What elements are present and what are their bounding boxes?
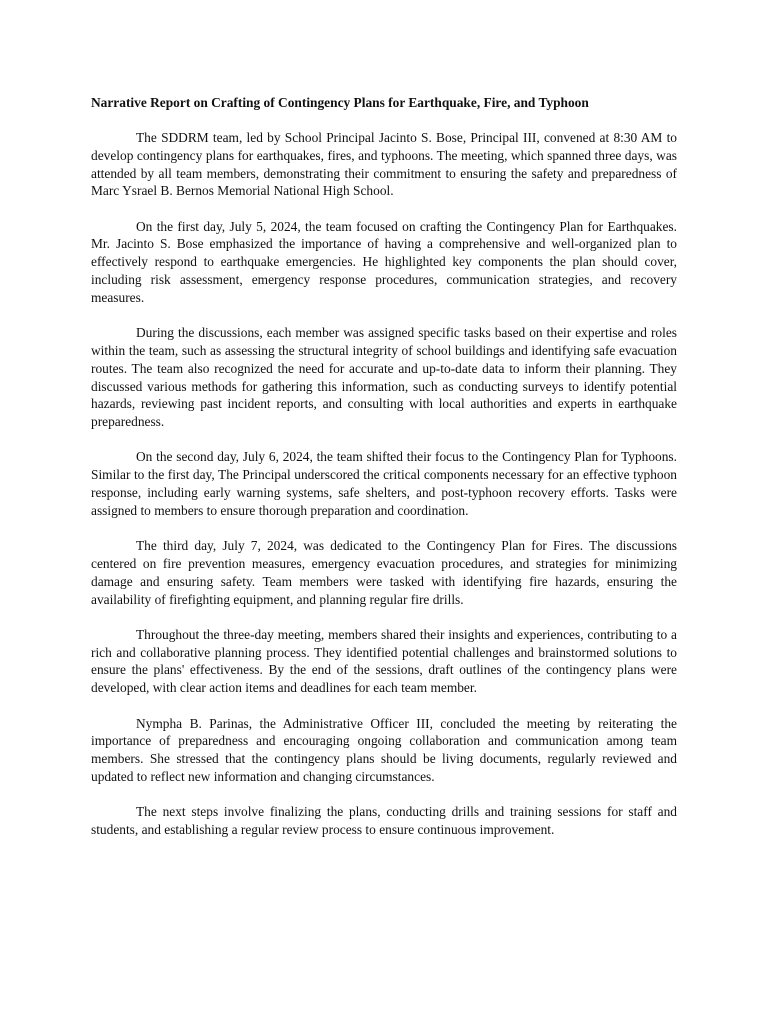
document-title: Narrative Report on Crafting of Contingency Plans for Earthquake, Fire, and Typhoon [91,95,589,110]
paragraph-1: The SDDRM team, led by School Principal Jacinto S. Bose, Principal III, convened at 8:30 AM to develop contingency plans for earthquakes, fires, and typhoons. The meeting, which spanned three days, was attended by all team members, demonstrating their commitment to ensuring the safety and preparedness of Marc Ysrael B. Bernos Memorial National High School. [91,130,677,199]
paragraph-2: On the first day, July 5, 2024, the team focused on crafting the Contingency Plan for Earthquakes. Mr. Jacinto S. Bose emphasized the importance of having a comprehensive and well-organized plan to effectively respond to earthquake emergencies. He highlighted key components the plan should cover, including risk assessment, emergency response procedures, communication strategies, and recovery measures. [91,218,677,305]
paragraph-8: The next steps involve finalizing the plans, conducting drills and training sessions for staff and students, and establishing a regular review process to ensure continuous improvement. [91,804,677,837]
paragraph-5: The third day, July 7, 2024, was dedicated to the Contingency Plan for Fires. The discussions centered on fire prevention measures, emergency evacuation procedures, and strategies for minimizing damage and ensuring safety. Team members were tasked with identifying fire hazards, ensuring the availability of firefighting equipment, and planning regular fire drills. [91,538,677,607]
paragraph-4: On the second day, July 6, 2024, the team shifted their focus to the Contingency Plan for Typhoons. Similar to the first day, The Principal underscored the critical components necessary for an effective typhoon response, including early warning systems, safe shelters, and post-typhoon recovery efforts. Tasks were assigned to members to ensure thorough preparation and coordination. [91,449,677,518]
paragraph-3: During the discussions, each member was assigned specific tasks based on their expertise and roles within the team, such as assessing the structural integrity of school buildings and identifying safe evacuation routes. The team also recognized the need for accurate and up-to-date data to inform their planning. They discussed various methods for gathering this information, such as conducting surveys to identify potential hazards, reviewing past incident reports, and consulting with local authorities and experts in earthquake preparedness. [91,325,677,430]
paragraph-6: Throughout the three-day meeting, members shared their insights and experiences, contributing to a rich and collaborative planning process. They identified potential challenges and brainstormed solutions to ensure the plans' effectiveness. By the end of the sessions, draft outlines of the contingency plans were developed, with clear action items and deadlines for each team member. [91,626,677,696]
paragraph-7: Nympha B. Parinas, the Administrative Officer III, concluded the meeting by reiterating the importance of preparedness and encouraging ongoing collaboration and communication among team members. She stressed that the contingency plans should be living documents, regularly reviewed and updated to reflect new information and changing circumstances. [91,715,677,784]
document-page [91,94,677,856]
